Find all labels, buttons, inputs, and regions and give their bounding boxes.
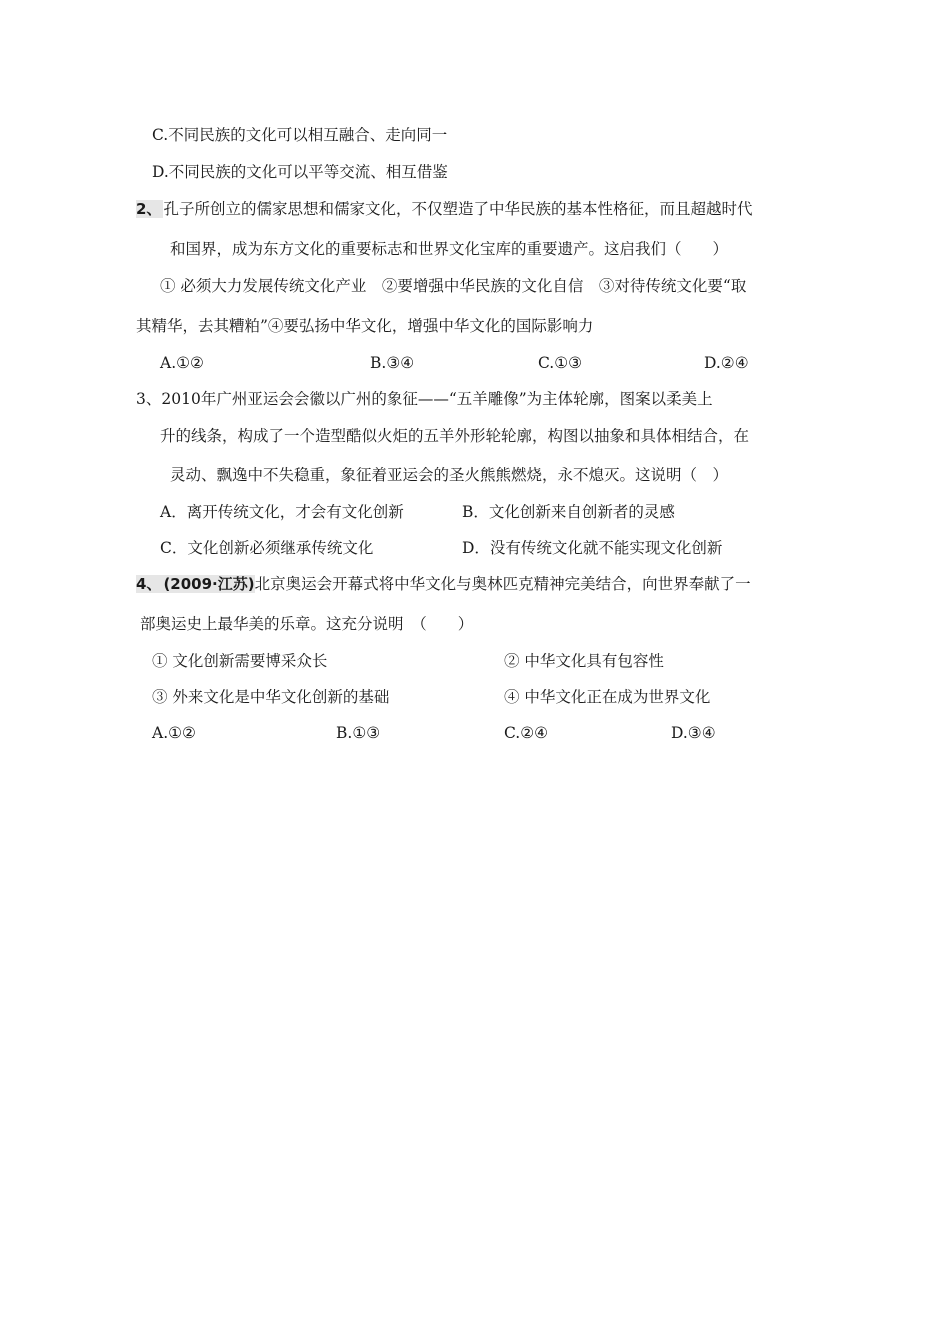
q3-stem-text1: 2010年广州亚运会会徽以广州的象征——“五羊雕像”为主体轮廓，图案以柔美上	[161, 390, 713, 408]
q2-stem-line2: 和国界，成为东方文化的重要标志和世界文化宝库的重要遗产。这启我们（ ）	[170, 240, 729, 258]
q1-option-c: C.不同民族的文化可以相互融合、走向同一	[152, 126, 448, 144]
q4-item-3: ③ 外来文化是中华文化创新的基础	[152, 688, 390, 706]
q4-item-2: ② 中华文化具有包容性	[504, 652, 664, 670]
q4-option-d: D.③④	[671, 724, 716, 742]
q4-stem-line2: 部奥运史上最华美的乐章。这充分说明 （ ）	[140, 615, 474, 633]
q3-option-a: A．离开传统文化，才会有文化创新	[160, 503, 404, 521]
q2-option-d: D.②④	[704, 354, 749, 372]
q4-source: (2009·江苏)	[163, 575, 255, 593]
q2-option-a: A.①②	[160, 354, 204, 372]
q4-stem-text1: 北京奥运会开幕式将中华文化与奥林匹克精神完美结合，向世界奉献了一	[254, 575, 751, 593]
q3-option-b: B．文化创新来自创新者的灵感	[462, 503, 675, 521]
q4-option-c: C.②④	[504, 724, 549, 742]
q3-stem-line3: 灵动、飘逸中不失稳重，象征着亚运会的圣火熊熊燃烧，永不熄灭。这说明（ ）	[170, 466, 729, 484]
q2-number: 2、	[136, 200, 162, 218]
q3-stem-line2: 升的线条，构成了一个造型酷似火炬的五羊外形轮轮廓，构图以抽象和具体相结合，在	[160, 427, 750, 445]
q4-stem-line1	[136, 574, 751, 594]
q2-items-line2: 其精华，去其糟粕”④要弘扬中华文化，增强中华文化的国际影响力	[136, 317, 594, 335]
q4-item-4: ④ 中华文化正在成为世界文化	[504, 688, 711, 706]
q3-number: 3、	[136, 390, 162, 408]
q2-option-c: C.①③	[538, 354, 583, 372]
q3-stem-line1	[136, 389, 713, 409]
q3-option-c: C．文化创新必须继承传统文化	[160, 539, 374, 557]
q4-number: 4、	[136, 575, 162, 593]
q4-option-b: B.①③	[336, 724, 381, 742]
q3-option-d: D．没有传统文化就不能实现文化创新	[462, 539, 723, 557]
q1-option-d: D.不同民族的文化可以平等交流、相互借鉴	[152, 163, 448, 181]
q2-stem-line1	[136, 199, 752, 219]
q4-item-1: ① 文化创新需要博采众长	[152, 652, 328, 670]
q2-items-line1: ① 必须大力发展传统文化产业 ②要增强中华民族的文化自信 ③对待传统文化要“取	[160, 277, 747, 295]
q4-option-a: A.①②	[152, 724, 196, 742]
q2-option-b: B.③④	[370, 354, 415, 372]
q2-stem-text1: 孔子所创立的儒家思想和儒家文化，不仅塑造了中华民族的基本性格征，而且超越时代	[163, 200, 753, 218]
